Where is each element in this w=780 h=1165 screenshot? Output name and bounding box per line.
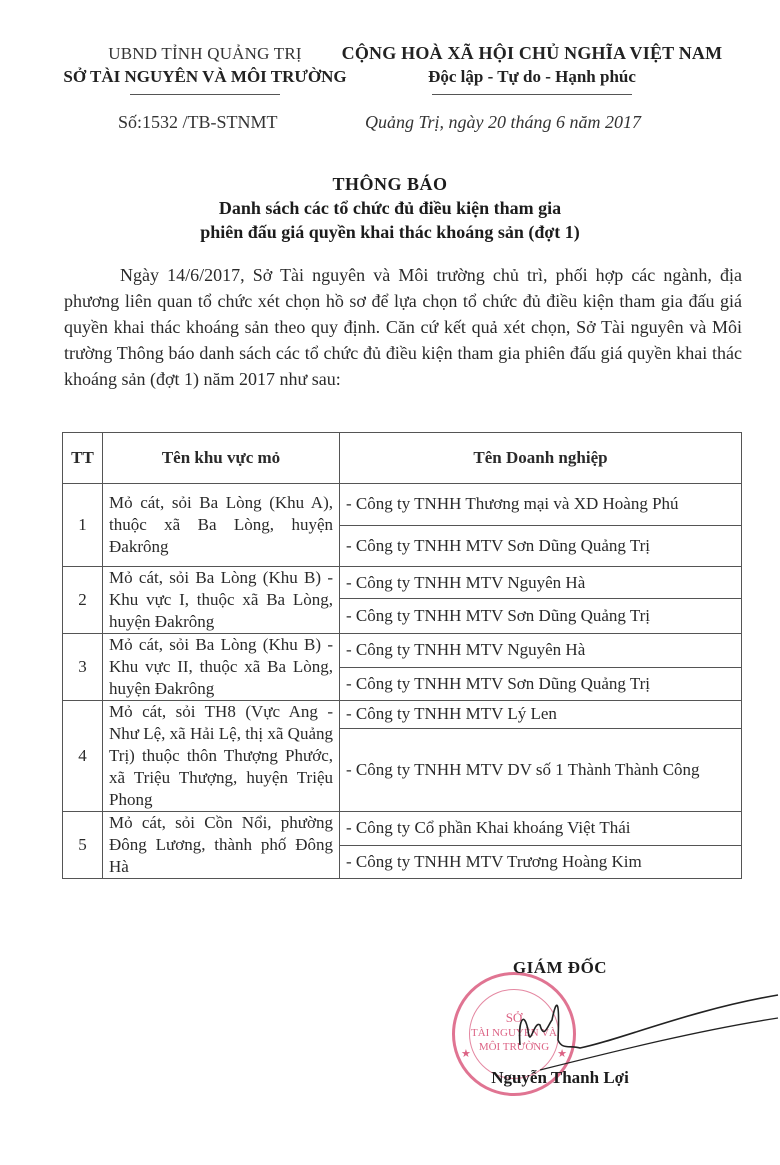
document-number: Số:1532 /TB-STNMT	[118, 112, 278, 132]
table-row	[63, 701, 742, 729]
divider	[432, 94, 632, 95]
title-block	[60, 172, 720, 244]
country-name: CỘNG HOÀ XÃ HỘI CHỦ NGHĨA VIỆT NAM	[341, 43, 723, 63]
signer-title: GIÁM ĐỐC	[512, 958, 608, 977]
company-name: - Công ty TNHH MTV Sơn Dũng Quảng Trị	[340, 599, 742, 634]
row-number: 1	[63, 484, 103, 567]
table-row	[63, 484, 742, 526]
mine-area: Mỏ cát, sỏi Ba Lòng (Khu A), thuộc xã Ba Lòng, huyện Đakrông	[103, 484, 340, 567]
company-name: - Công ty TNHH MTV Sơn Dũng Quảng Trị	[340, 667, 742, 701]
document-subtitle-2: phiên đấu giá quyền khai thác khoáng sản (đợt 1)	[200, 222, 580, 242]
national-motto-block	[322, 42, 742, 95]
document-title: THÔNG BÁO	[332, 174, 448, 194]
row-number: 5	[63, 812, 103, 879]
table-header-row	[63, 433, 742, 484]
mine-area: Mỏ cát, sỏi Ba Lòng (Khu B) - Khu vực II, thuộc xã Ba Lòng, huyện Đakrông	[103, 634, 340, 701]
stamp-text-line1: SỞ	[505, 1010, 523, 1025]
provincial-committee: UBND TỈNH QUẢNG TRỊ	[108, 44, 302, 63]
star-icon: ★	[557, 1048, 567, 1060]
signer-name: Nguyễn Thanh Lợi	[491, 1068, 629, 1087]
company-name: - Công ty TNHH Thương mại và XD Hoàng Phú	[340, 484, 742, 526]
row-number: 3	[63, 634, 103, 701]
motto: Độc lập - Tự do - Hạnh phúc	[428, 67, 636, 86]
body-paragraph: Ngày 14/6/2017, Sở Tài nguyên và Môi trường chủ trì, phối hợp các ngành, địa phương liên quan tổ chức xét chọn hồ sơ để lựa chọn tổ chức đủ điều kiện tham gia đấu giá quyền khai thác khoáng sản theo quy định. Căn cứ kết quả xét chọn, Sở Tài nguyên và Môi trường Thông báo danh sách các tổ chức đủ điều kiện tham gia phiên đấu giá quyền khai thác khoáng sản (đợt 1) năm 2017 như sau:	[64, 265, 742, 389]
divider	[130, 94, 280, 95]
company-name: - Công ty TNHH MTV Sơn Dũng Quảng Trị	[340, 525, 742, 567]
company-name: - Công ty Cổ phần Khai khoáng Việt Thái	[340, 812, 742, 846]
company-name: - Công ty TNHH MTV DV số 1 Thành Thành Công	[340, 728, 742, 811]
stamp-text-line3: MÔI TRƯỜNG	[478, 1041, 550, 1053]
company-name: - Công ty TNHH MTV Lý Len	[340, 701, 742, 729]
department-name: SỞ TÀI NGUYÊN VÀ MÔI TRƯỜNG	[63, 67, 347, 86]
organizations-table	[62, 432, 742, 879]
company-name: - Công ty TNHH MTV Nguyên Hà	[340, 634, 742, 668]
column-header-area: Tên khu vực mỏ	[103, 433, 340, 484]
signature-block	[430, 958, 690, 1088]
table-row	[63, 812, 742, 846]
issuing-agency-block	[60, 42, 350, 95]
document-subtitle-1: Danh sách các tổ chức đủ điều kiện tham gia	[218, 198, 562, 218]
mine-area: Mỏ cát, sỏi Cồn Nổi, phường Đông Lương, thành phố Đông Hà	[103, 812, 340, 879]
mine-area: Mỏ cát, sỏi Ba Lòng (Khu B) - Khu vực I, thuộc xã Ba Lòng, huyện Đakrông	[103, 567, 340, 634]
company-name: - Công ty TNHH MTV Trương Hoàng Kim	[340, 845, 742, 879]
column-header-tt: TT	[63, 433, 103, 484]
company-name: - Công ty TNHH MTV Nguyên Hà	[340, 567, 742, 599]
table-row	[63, 634, 742, 668]
row-number: 2	[63, 567, 103, 634]
mine-area: Mỏ cát, sỏi TH8 (Vực Ang - Như Lệ, xã Hải Lệ, thị xã Quảng Trị) thuộc thôn Thượng Phước, xã Triệu Thượng, huyện Triệu Phong	[103, 701, 340, 812]
star-icon: ★	[461, 1048, 471, 1060]
stamp-text-line2: TÀI NGUYÊN VÀ	[471, 1027, 557, 1039]
document-date: Quảng Trị, ngày 20 tháng 6 năm 2017	[365, 112, 642, 132]
table-row	[63, 567, 742, 599]
column-header-company: Tên Doanh nghiệp	[340, 433, 742, 484]
row-number: 4	[63, 701, 103, 812]
